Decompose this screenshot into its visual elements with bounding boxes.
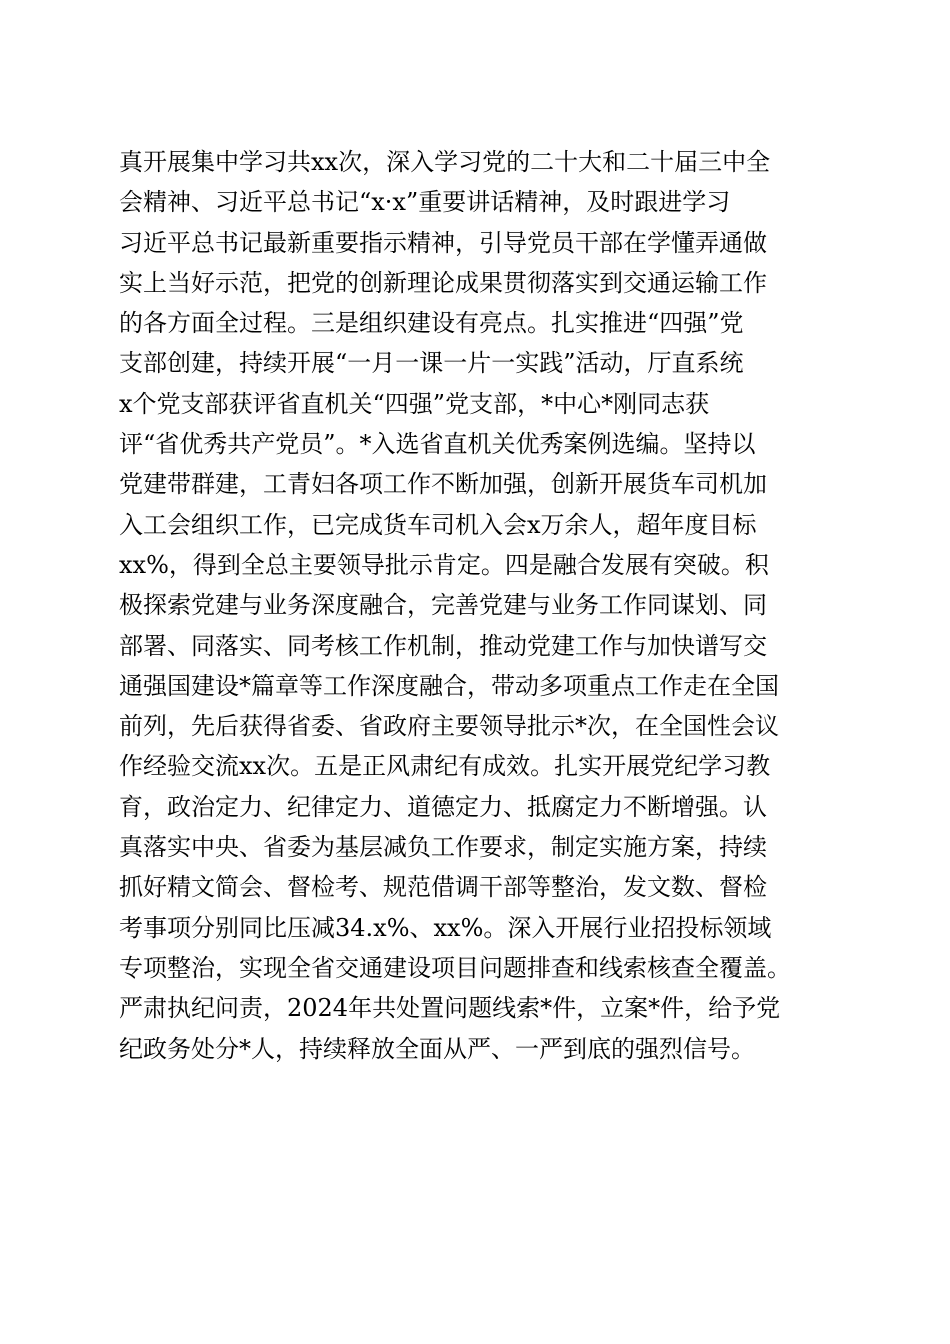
text-line-9: 党建带群建，工青妇各项工作不断加强，创新开展货车司机加 bbox=[119, 470, 767, 499]
text-line-21: 专项整治，实现全省交通建设项目问题排查和线索核查全覆盖。 bbox=[119, 953, 791, 982]
text-line-7: x个党支部获评省直机关“四强”党支部，*中心*刚同志获 bbox=[119, 389, 710, 418]
text-line-1: 真开展集中学习共xx次，深入学习党的二十大和二十届三中全 bbox=[119, 148, 771, 176]
text-line-18: 真落实中央、省委为基层减负工作要求，制定实施方案，持续 bbox=[119, 833, 767, 862]
text-line-2: 会精神、习近平总书记“x·x”重要讲话精神，及时跟进学习 bbox=[119, 188, 731, 217]
body-paragraph bbox=[119, 142, 859, 1069]
text-line-22: 严肃执纪问责，2024年共处置问题线索*件，立案*件，给予党 bbox=[119, 994, 781, 1023]
text-line-3: 习近平总书记最新重要指示精神，引导党员干部在学懂弄通做 bbox=[119, 228, 767, 257]
text-line-17: 育，政治定力、纪律定力、道德定力、抵腐定力不断增强。认 bbox=[119, 792, 767, 821]
text-line-23: 纪政务处分*人，持续释放全面从严、一严到底的强烈信号。 bbox=[119, 1034, 755, 1063]
text-line-19: 抓好精文简会、督检考、规范借调干部等整治，发文数、督检 bbox=[119, 873, 767, 902]
text-line-4: 实上当好示范，把党的创新理论成果贯彻落实到交通运输工作 bbox=[119, 268, 767, 297]
text-line-8: 评“省优秀共产党员”。*入选省直机关优秀案例选编。坚持以 bbox=[119, 430, 756, 459]
text-line-12: 极探索党建与业务深度融合，完善党建与业务工作同谋划、同 bbox=[119, 591, 767, 620]
text-line-16: 作经验交流xx次。五是正风肃纪有成效。扎实开展党纪学习教 bbox=[119, 752, 771, 781]
text-line-20: 考事项分别同比压减34.x%、xx%。深入开展行业招投标领域 bbox=[119, 913, 772, 942]
text-line-14: 通强国建设*篇章等工作深度融合，带动多项重点工作走在全国 bbox=[119, 671, 779, 700]
text-line-11: xx%，得到全总主要领导批示肯定。四是融合发展有突破。积 bbox=[119, 550, 769, 579]
text-line-6: 支部创建，持续开展“一月一课一片一实践”活动，厅直系统 bbox=[119, 349, 744, 378]
text-line-10: 入工会组织工作，已完成货车司机入会x万余人，超年度目标 bbox=[119, 510, 757, 539]
text-line-13: 部署、同落实、同考核工作机制，推动党建工作与加快谱写交 bbox=[119, 631, 767, 660]
text-line-5: 的各方面全过程。三是组织建设有亮点。扎实推进“四强”党 bbox=[119, 309, 744, 338]
text-line-15: 前列，先后获得省委、省政府主要领导批示*次，在全国性会议 bbox=[119, 712, 779, 741]
